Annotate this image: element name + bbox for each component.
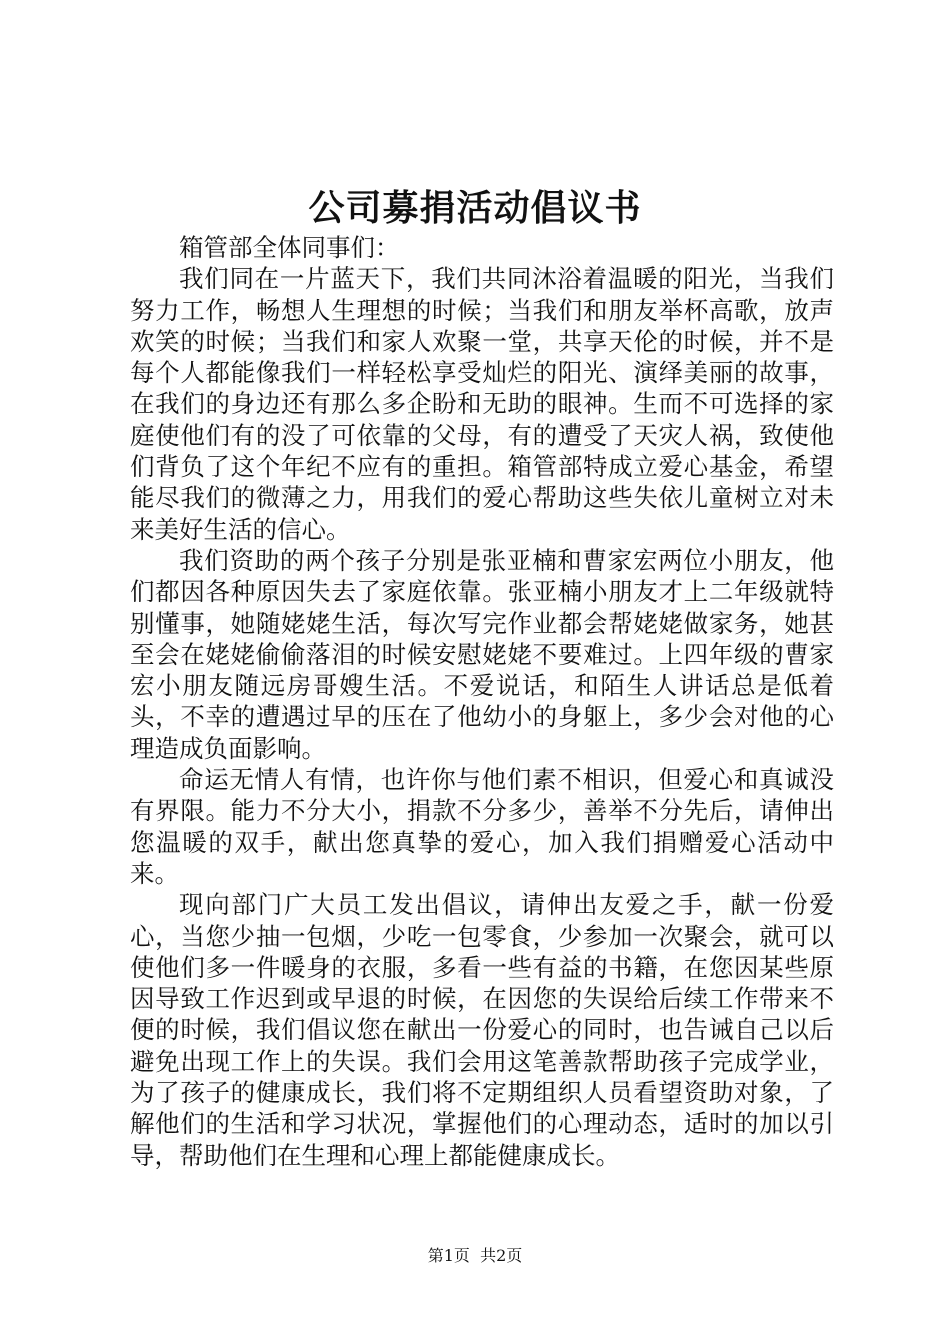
page-total: 共2页 [480, 1246, 523, 1265]
page-number: 第1页 [427, 1246, 470, 1265]
body-paragraph-3: 命运无情人有情，也许你与他们素不相识，但爱心和真诚没有界限。能力不分大小，捐款不分多少，善举不分先后，请伸出您温暖的双手，献出您真挚的爱心，加入我们捐赠爱心活动中来。 [130, 765, 834, 888]
document-body [130, 232, 834, 1171]
body-paragraph-1: 我们同在一片蓝天下，我们共同沐浴着温暖的阳光，当我们努力工作，畅想人生理想的时候；当我们和朋友举杯高歌，放声欢笑的时候；当我们和家人欢聚一堂，共享天伦的时候，并不是每个人都能像我们一样轻松享受灿烂的阳光、演绎美丽的故事，在我们的身边还有那么多企盼和无助的眼神。生而不可选择的家庭使他们有的没了可依靠的父母，有的遭受了天灾人祸，致使他们背负了这个年纪不应有的重担。箱管部特成立爱心基金，希望能尽我们的微薄之力，用我们的爱心帮助这些失依儿童树立对未来美好生活的信心。 [130, 264, 834, 544]
page-footer [0, 1245, 950, 1267]
salutation: 箱管部全体同事们： [179, 233, 400, 262]
body-paragraph-4: 现向部门广大员工发出倡议，请伸出友爱之手，献一份爱心，当您少抽一包烟，少吃一包零食，少参加一次聚会，就可以使他们多一件暖身的衣服，多看一些有益的书籍，在您因某些原因导致工作迟到或早退的时候，在因您的失误给后续工作带来不便的时候，我们倡议您在献出一份爱心的同时，也告诫自己以后避免出现工作上的失误。我们会用这笔善款帮助孩子完成学业，为了孩子的健康成长，我们将不定期组织人员看望资助对象，了解他们的生活和学习状况，掌握他们的心理动态，适时的加以引导，帮助他们在生理和心理上都能健康成长。 [130, 890, 834, 1170]
body-paragraph-2: 我们资助的两个孩子分别是张亚楠和曹家宏两位小朋友，他们都因各种原因失去了家庭依靠。张亚楠小朋友才上二年级就特别懂事，她随姥姥生活，每次写完作业都会帮姥姥做家务，她甚至会在姥姥偷偷落泪的时候安慰姥姥不要难过。上四年级的曹家宏小朋友随远房哥嫂生活。不爱说话，和陌生人讲话总是低着头，不幸的遭遇过早的压在了他幼小的身躯上，多少会对他的心理造成负面影响。 [130, 545, 834, 763]
document-title: 公司募捐活动倡议书 [308, 187, 642, 229]
